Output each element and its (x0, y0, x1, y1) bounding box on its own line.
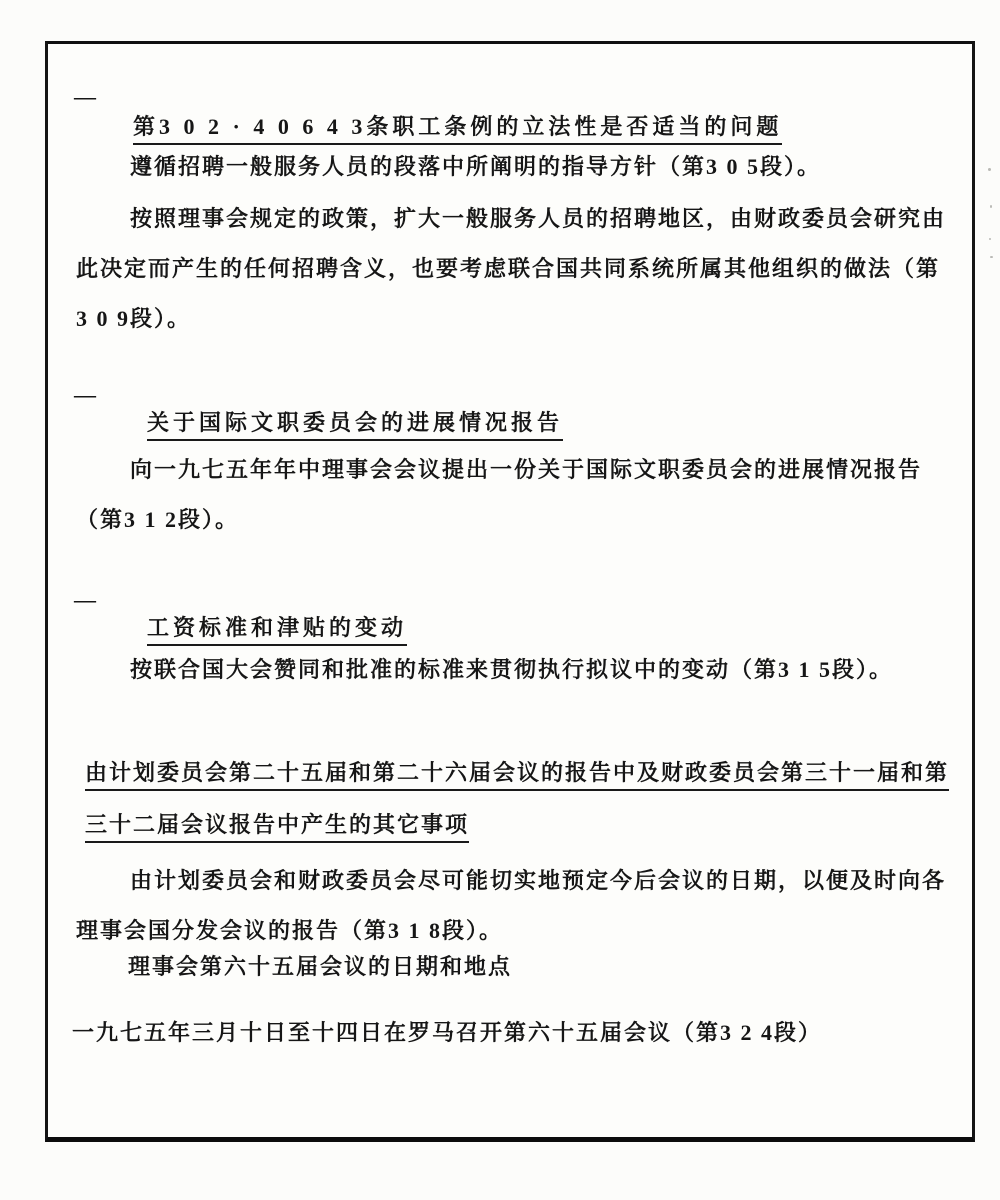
section-heading-other-matters-line2 (70, 780, 469, 840)
paragraph-line: 由计划委员会和财政委员会尽可能切实地预定今后会议的日期，以便及时向各 (130, 868, 947, 893)
heading-text: 第3 0 2 · 4 0 6 4 3条职工条例的立法性是否适当的问题 (133, 114, 782, 145)
paragraph-line: 此决定而产生的任何招聘含义，也要考虑联合国共同系统所属其他组织的做法（第 (76, 256, 941, 281)
heading-text: 工资标准和津贴的变动 (147, 615, 407, 646)
scan-speck (990, 256, 993, 258)
paragraph-line: 理事会第六十五届会议的日期和地点 (128, 954, 513, 979)
list-heading-staff-regulations (114, 82, 782, 142)
heading-text: 由计划委员会第二十五届和第二十六届会议的报告中及财政委员会第三十一届和第 (85, 760, 949, 791)
scan-speck (990, 205, 992, 208)
paragraph-line: 向一九七五年年中理事会会议提出一份关于国际文职委员会的进展情况报告 (130, 457, 923, 482)
list-heading-salary-allowances (128, 583, 407, 643)
paragraph-line: 按照理事会规定的政策，扩大一般服务人员的招聘地区，由财政委员会研究由 (130, 206, 947, 231)
heading-text: 三十二届会议报告中产生的其它事项 (85, 812, 469, 843)
heading-text: 关于国际文职委员会的进展情况报告 (147, 410, 563, 441)
list-dash: — (74, 382, 96, 407)
list-dash: — (74, 587, 96, 612)
scan-speck (988, 168, 991, 171)
paragraph-line: （第3 1 2段）。 (76, 507, 240, 532)
paragraph-line: 一九七五年三月十日至十四日在罗马召开第六十五届会议（第3 2 4段） (72, 1020, 823, 1045)
paragraph-line: 3 0 9段）。 (76, 306, 192, 331)
paragraph-line: 理事会国分发会议的报告（第3 1 8段）。 (76, 918, 504, 943)
scan-speck (989, 238, 991, 240)
section-heading-other-matters (70, 728, 949, 788)
paragraph-line: 按联合国大会赞同和批准的标准来贯彻执行拟议中的变动（第3 1 5段）。 (130, 657, 894, 682)
paragraph-line: 遵循招聘一般服务人员的段落中所阐明的指导方针（第3 0 5段）。 (130, 154, 822, 179)
list-heading-icsc-progress-report (128, 378, 563, 438)
list-dash: — (74, 84, 96, 109)
